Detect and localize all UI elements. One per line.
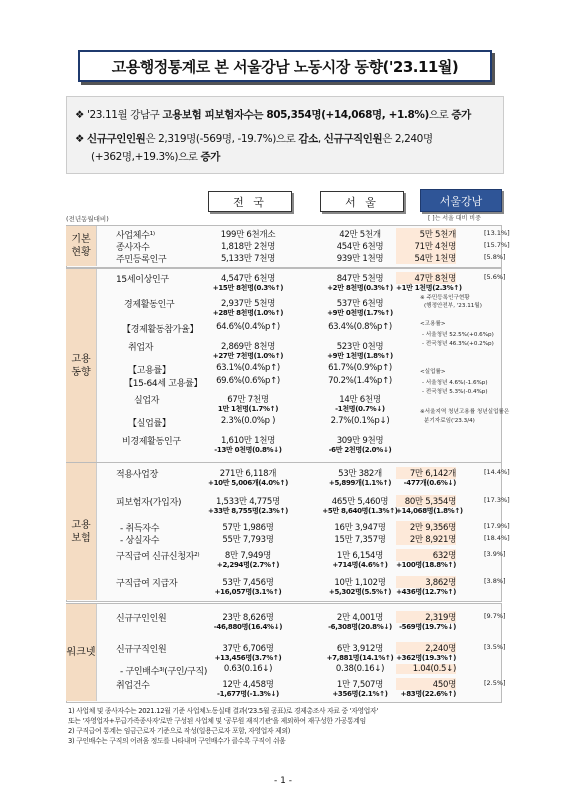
row-label: 구직급여 신규신청자²⁾ (116, 552, 200, 562)
nation-value: 53만 7,456명 (222, 578, 274, 588)
seoul-change: +9만 0천명(1.7%↑) (327, 309, 393, 317)
nation-value: 57만 1,986명 (222, 523, 274, 533)
seoul-value: 70.2%(1.4%p↑) (328, 376, 392, 386)
section-insurance-label: 고용 보험 (66, 463, 97, 600)
side-note-2: (행정안전부, '23.11월) (424, 303, 482, 309)
ratio-value: [9.7%] (484, 612, 506, 620)
gangnam-value: 71만 4천명 (396, 240, 456, 252)
diamond-icon: ❖ (75, 109, 85, 121)
seoul-change: +356명(2.1%↑) (332, 690, 388, 698)
row-label: - 구인배수³⁾(구인/구직) (120, 667, 208, 677)
ratio-note: [ ]는 서울 대비 비중 (428, 215, 481, 222)
summary-line-3: (+362명,+19.3%)으로 증가 (91, 151, 220, 163)
side-note-8: - 전국청년 5.3%(-0.4%p) (422, 389, 488, 395)
gangnam-change: +362명(19.3%↑) (396, 654, 456, 662)
seoul-change: +5,899개(1.1%↑) (328, 479, 392, 487)
ratio-value: [5.8%] (484, 253, 506, 261)
seoul-change: +714명(4.6%↑) (332, 561, 388, 569)
diamond-icon: ❖ (75, 133, 85, 145)
row-label: 【15-64세 고용률】 (124, 379, 203, 389)
row-label: 종사자수 (116, 243, 150, 253)
nation-value: 1,533만 4,775명 (216, 497, 280, 507)
nation-change: -46,880명(16.4%↓) (213, 623, 283, 631)
row-label: 15세이상인구 (116, 275, 169, 285)
gangnam-value: 632명 (396, 549, 456, 561)
summary-line-1: ❖ '23.11월 강남구 고용보험 피보험자수는 805,354명(+14,068명, +1.8%)으로 증가 (75, 109, 471, 121)
row-label: 【경제활동참가율】 (122, 325, 199, 335)
row-label: 신규구인인원 (116, 614, 167, 624)
nation-value: 64.6%(0.4%p↑) (216, 322, 280, 332)
summary-box (66, 96, 504, 174)
row-label: 비경제활동인구 (122, 437, 181, 447)
row-label: 피보험자(가입자) (116, 498, 182, 508)
gangnam-value: 2,240명 (396, 642, 456, 654)
seoul-change: +7,881명(14.1%↑) (326, 654, 394, 662)
nation-value: 4,547만 6천명 (220, 274, 276, 284)
seoul-change: -1천명(0.7%↓) (335, 405, 385, 413)
nation-value: 1,610만 1천명 (220, 436, 276, 446)
seoul-value: 1만 6,154명 (336, 551, 384, 561)
nation-value: 12만 4,458명 (222, 680, 274, 690)
seoul-change: +2만 8천명(0.3%↑) (327, 284, 393, 292)
ratio-value: [17.3%] (484, 496, 510, 504)
seoul-change: +9만 1천명(1.8%↑) (327, 352, 393, 360)
ratio-value: [18.4%] (484, 534, 510, 542)
header-seoul: 서 울 (320, 191, 404, 212)
nation-value: 23만 8,626명 (222, 613, 274, 623)
row-label: 실업자 (134, 396, 160, 406)
row-label: - 상실자수 (120, 536, 160, 546)
seoul-value: 10만 1,102명 (334, 578, 386, 588)
row-label: 【실업률】 (128, 419, 171, 429)
nation-value: 2,937만 5천명 (220, 299, 276, 309)
row-label: 경제활동인구 (124, 300, 175, 310)
ratio-value: [15.7%] (484, 241, 510, 249)
side-note-4: - 서울청년 52.5%(+0.6%p) (422, 332, 494, 338)
nation-change: +15만 8천명(0.3%↑) (212, 284, 284, 292)
side-note-1: ※ 주민등록인구현황 (420, 295, 470, 301)
seoul-change: +5만 8,640명(1.3%↑) (322, 507, 398, 515)
seoul-value: 42만 5천개 (339, 230, 381, 240)
nation-value: 67만 7천명 (227, 395, 269, 405)
row-label: 신규구직인원 (116, 645, 167, 655)
seoul-value: 61.7%(0.9%p↑) (328, 363, 392, 373)
summary-line-2: ❖ 신규구인인원은 2,319명(-569명, -19.7%)으로 감소, 신규구직인원은 2,240명 (75, 133, 433, 145)
row-label: 사업체수¹⁾ (116, 231, 155, 241)
section-employment-label: 고용 동향 (66, 269, 97, 462)
seoul-value: 537만 6천명 (336, 299, 384, 309)
seoul-value: 465만 5,460명 (331, 497, 389, 507)
nation-change: +33만 8,755명(2.3%↑) (208, 507, 288, 515)
section-basic-label: 기본 현황 (66, 226, 97, 266)
seoul-value: 15만 7,357명 (334, 535, 386, 545)
gangnam-value: 47만 8천명 (396, 272, 456, 284)
nation-value: 63.1%(0.4%p↑) (216, 363, 280, 373)
nation-change: +28만 8천명(1.0%↑) (212, 309, 284, 317)
gangnam-change: +100명(18.8%↑) (396, 561, 456, 569)
seoul-value: 2.7%(0.1%p↓) (330, 416, 390, 426)
nation-change: +13,456명(3.7%↑) (214, 654, 282, 662)
header-gangnam: 서울강남 (420, 189, 502, 212)
nation-value: 2,869만 8천명 (220, 342, 276, 352)
gangnam-value: 7만 6,142개 (396, 467, 456, 479)
seoul-change: +5,302명(5.5%↑) (328, 588, 392, 596)
seoul-value: 63.4%(0.8%p↑) (328, 322, 392, 332)
yoy-note: (전년동월대비) (66, 215, 109, 223)
side-note-3: <고용률> (420, 321, 446, 327)
row-label: 주민등록인구 (116, 255, 167, 265)
row-label: 취업건수 (116, 681, 150, 691)
ratio-value: [13.1%] (484, 229, 510, 237)
nation-value: 0.63(0.16↓) (223, 664, 273, 674)
gangnam-value: 3,862명 (396, 576, 456, 588)
ratio-value: [2.5%] (484, 679, 506, 687)
nation-change: +16,057명(3.1%↑) (214, 588, 282, 596)
seoul-value: 2만 4,001명 (336, 613, 384, 623)
seoul-value: 16만 3,947명 (334, 523, 386, 533)
gangnam-change: +83명(22.6%↑) (400, 690, 456, 698)
ratio-value: [14.4%] (484, 468, 510, 476)
seoul-value: 939만 1천명 (336, 254, 384, 264)
nation-value: 69.6%(0.6%p↑) (216, 376, 280, 386)
row-label: - 취득자수 (120, 524, 160, 534)
nation-change: -13만 0천명(0.8%↓) (214, 446, 282, 454)
gangnam-change: +1만 1천명(2.3%↑) (396, 284, 462, 292)
ratio-value: [3.8%] (484, 577, 506, 585)
nation-value: 2.3%(0.0%p ) (220, 416, 276, 426)
footnote-3: 2) 구직급여 통계는 임금근로자 기준으로 작성(일용근로자 포함, 자영업자 제외) (68, 727, 291, 735)
nation-value: 37만 6,706명 (222, 644, 274, 654)
ratio-value: [3.9%] (484, 550, 506, 558)
page-title: 고용행정통계로 본 서울강남 노동시장 동향('23.11월) (78, 50, 492, 82)
row-label: 취업자 (128, 343, 154, 353)
nation-value: 8만 7,949명 (224, 551, 272, 561)
seoul-change: -6만 2천명(2.0%↓) (328, 446, 392, 454)
seoul-change: -6,308명(20.8%↓) (328, 623, 392, 631)
nation-value: 5,133만 7천명 (220, 254, 276, 264)
gangnam-change: +436명(12.7%↑) (396, 588, 456, 596)
nation-value: 199만 6천개소 (220, 230, 276, 240)
gangnam-value: 5만 5천개 (396, 228, 456, 240)
header-nation: 전 국 (208, 191, 292, 212)
side-note-5: - 전국청년 46.3%(+0.2%p) (422, 341, 494, 347)
nation-change: +10만 5,006개(4.0%↑) (208, 479, 288, 487)
gangnam-value: 2만 8,921명 (396, 533, 456, 545)
seoul-value: 847만 5천명 (336, 274, 384, 284)
nation-value: 271만 6,118개 (219, 469, 277, 479)
ratio-value: [5.6%] (484, 273, 506, 281)
gangnam-change: -569명(19.7%↓) (399, 623, 456, 631)
nation-value: 55만 7,793명 (222, 535, 274, 545)
section-worknet-label: 워크넷 (66, 604, 97, 701)
seoul-value: 454만 6천명 (336, 242, 384, 252)
gangnam-change: -477개(0.6%↓) (403, 479, 456, 487)
ratio-value: [3.5%] (484, 643, 506, 651)
seoul-value: 6만 3,912명 (336, 644, 384, 654)
page-number: - 1 - (274, 776, 292, 786)
gangnam-value: 80만 5,354명 (396, 495, 456, 507)
seoul-value: 309만 9천명 (336, 436, 384, 446)
ratio-value: [17.9%] (484, 522, 510, 530)
gangnam-value: 54만 1천명 (396, 252, 456, 264)
seoul-value: 523만 0천명 (336, 342, 384, 352)
nation-change: 1만 1천명(1.7%↑) (217, 405, 279, 413)
footnote-1: 1) 사업체 및 종사자수는 2021.12월 기준 사업체노동실태 결과('23.5월 공표)로 경제총조사 자료 중 '자영업자' (68, 707, 378, 715)
seoul-value: 0.38(0.16↓) (335, 664, 385, 674)
nation-change: -1,677명(-1.3%↓) (217, 690, 279, 698)
gangnam-value: 2,319명 (396, 611, 456, 623)
row-label: 적용사업장 (116, 470, 158, 480)
nation-change: +2,294명(2.7%↑) (216, 561, 280, 569)
nation-value: 1,818만 2천명 (220, 242, 276, 252)
row-label: 【고용률】 (128, 366, 171, 376)
seoul-value: 1만 7,507명 (336, 680, 384, 690)
gangnam-value: 2만 9,356명 (396, 521, 456, 533)
gangnam-change: +14,068명(1.8%↑) (396, 507, 463, 515)
side-note-9: ※서울지역 청년고용률 청년실업률은 (420, 409, 510, 415)
side-note-10: 분기자료임('23.3/4) (424, 418, 475, 424)
row-label: 구직급여 지급자 (116, 579, 178, 589)
footnote-2: 또는 '자영업자+무급가족종사자'로만 구성된 사업체 및 '공무원 재직기관'을 제외하여 재구성한 가공통계임 (68, 717, 366, 725)
gangnam-value: 450명 (396, 678, 456, 690)
seoul-value: 14만 6천명 (339, 395, 381, 405)
side-note-6: <실업률> (420, 369, 446, 375)
nation-change: +27만 7천명(1.0%↑) (212, 352, 284, 360)
footnote-4: 3) 구인배수는 구직의 어려움 정도를 나타내며 구인배수가 클수록 구직이 쉬움 (68, 737, 286, 745)
seoul-value: 53만 382개 (338, 469, 382, 479)
gangnam-value: 1.04(0.5↓) (396, 664, 456, 674)
side-note-7: - 서울청년 4.6%(-1.6%p) (422, 380, 488, 386)
